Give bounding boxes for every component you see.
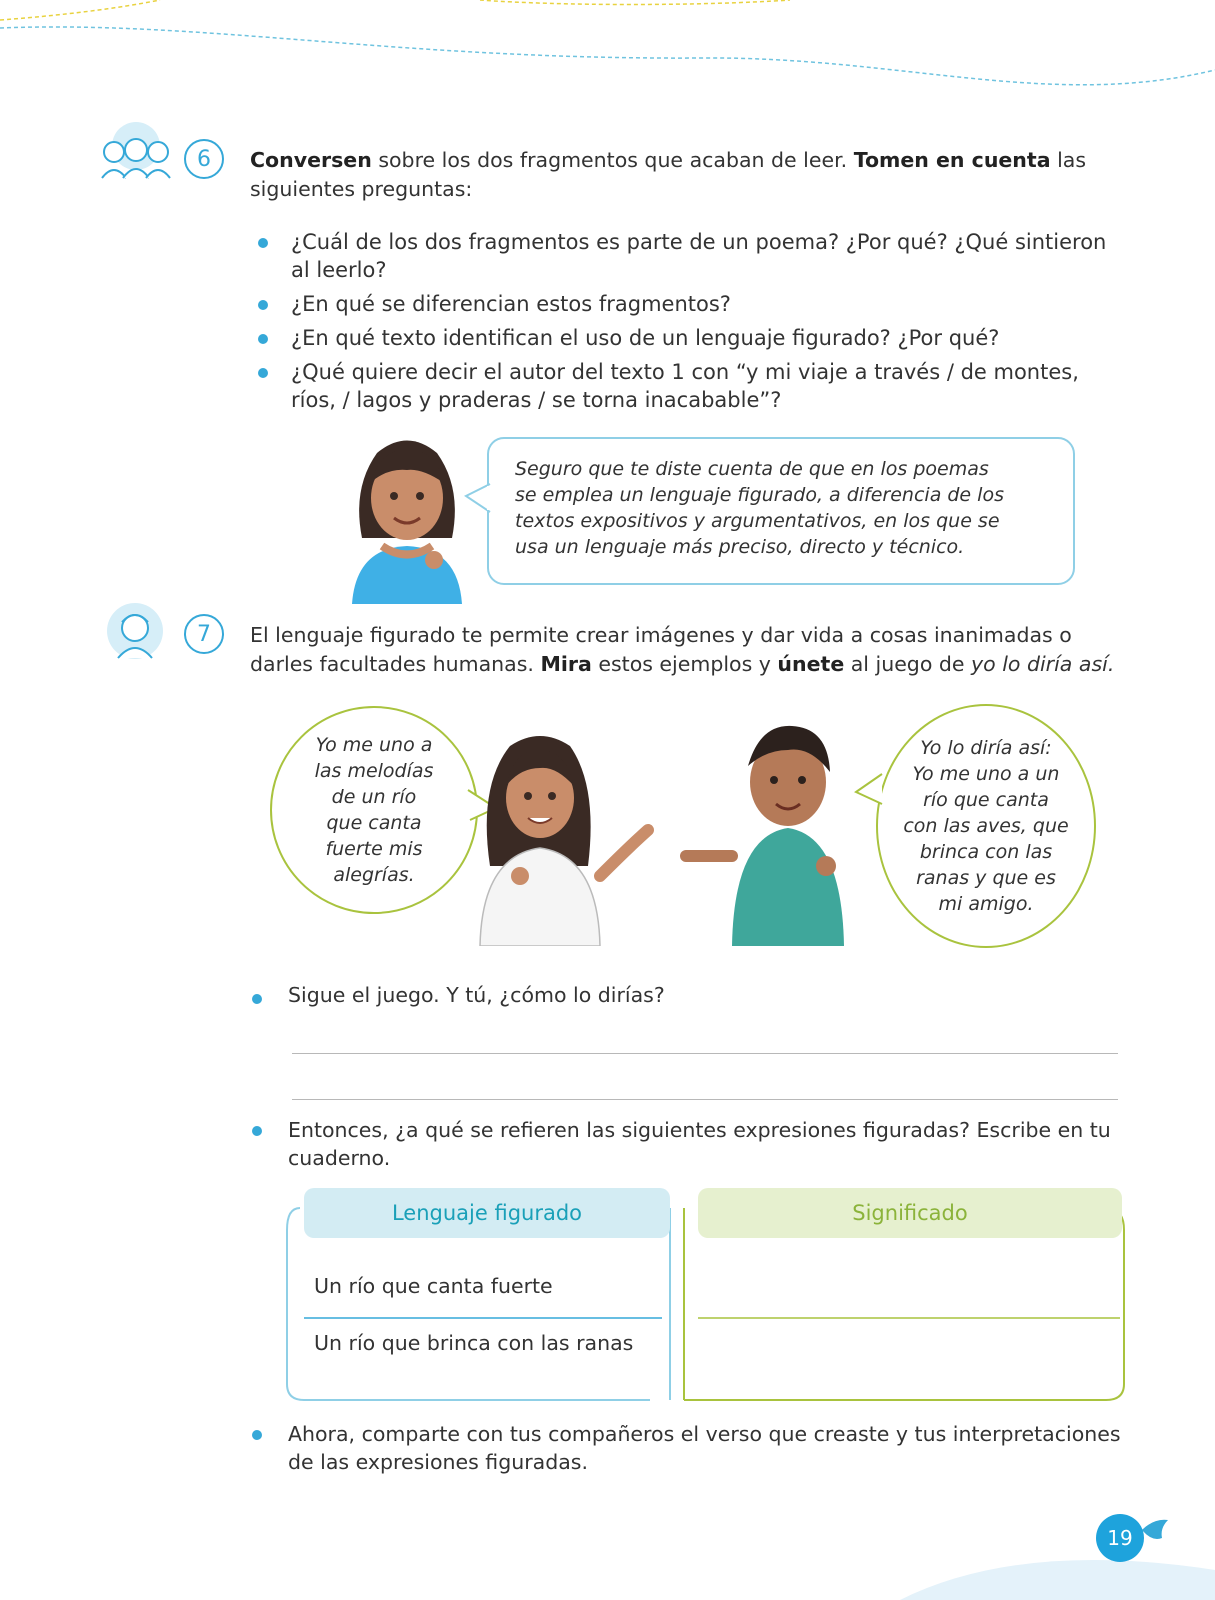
bold-conversen: Conversen [250, 148, 372, 172]
game-prompt: Sigue el juego. Y tú, ¿cómo lo dirías? [288, 983, 665, 1007]
bubble-line: ranas y que es [916, 867, 1056, 889]
page-number-badge [1096, 1514, 1144, 1562]
bubble-line: las melodías [314, 760, 434, 782]
bullet-dot [258, 238, 268, 248]
boy-illustration [680, 716, 880, 946]
intro-text: al juego de [844, 652, 972, 676]
column-header-meaning: Significado [698, 1188, 1122, 1238]
bubble-line: Yo me uno a [315, 734, 433, 756]
speech-line: textos expositivos y argumentativos, en los que se [515, 510, 1000, 532]
bubble-line: Yo me uno a un [912, 763, 1060, 785]
intro-text: darles facultades humanas. [250, 652, 541, 676]
left-speech-bubble [270, 706, 478, 914]
bullet-dot [252, 994, 262, 1004]
right-speech-bubble [876, 704, 1096, 948]
share-prompt: Ahora, comparte con tus compañeros el verso que creaste y tus interpretaciones de las expresiones figuradas. [288, 1422, 1121, 1474]
intro-text-2: las [1050, 148, 1087, 172]
bottom-wave-decoration [900, 1540, 1215, 1600]
question-text: ¿En qué texto identifican el uso de un lenguaje figurado? ¿Por qué? [291, 326, 1000, 350]
list-item [258, 324, 1118, 352]
table-cell-row-1: Un río que canta fuerte [314, 1274, 553, 1298]
answer-line-2[interactable] [292, 1099, 1118, 1100]
left-bubble-text [315, 732, 434, 888]
girl-in-white-shirt-illustration [470, 726, 660, 946]
bullet-dot [258, 300, 268, 310]
top-wave-decoration [0, 0, 1215, 110]
bubble-line: fuerte mis [325, 838, 423, 860]
activity-7-number: 7 [184, 614, 224, 654]
right-bubble-text [903, 735, 1068, 917]
page-number: 19 [1107, 1526, 1133, 1550]
question-text: ¿Qué quiere decir el autor del texto 1 con “y mi viaje a través / de montes, ríos, / lagos y praderas / se torna inacabable”? [291, 360, 1079, 412]
bullet-dot [252, 1126, 262, 1136]
intro-text-1: sobre los dos fragmentos que acaban de leer. [371, 148, 854, 172]
activity-6-questions [258, 228, 1118, 420]
bird-tail-icon [1140, 1516, 1170, 1546]
intro-line-1: El lenguaje figurado te permite crear imágenes y dar vida a cosas inanimadas o [250, 623, 1072, 647]
activity-7-intro [250, 621, 1150, 679]
bold-tomen-en-cuenta: Tomen en cuenta [853, 148, 1051, 172]
speech-line: usa un lenguaje más preciso, directo y técnico. [515, 536, 965, 558]
bubble-line: alegrías. [333, 864, 415, 886]
intro-line-2: siguientes preguntas: [250, 177, 473, 201]
bullet-dot [258, 368, 268, 378]
group-of-students-icon [96, 122, 176, 180]
speech-line: Seguro que te diste cuenta de que en los poemas [515, 458, 989, 480]
answer-line-1[interactable] [292, 1053, 1118, 1054]
bubble-line: brinca con las [919, 841, 1053, 863]
student-icon [106, 602, 164, 660]
bullet-dot [258, 334, 268, 344]
bold-unete: únete [777, 652, 845, 676]
question-text: ¿En qué se diferencian estos fragmentos? [291, 292, 731, 316]
bullet-dot [252, 1430, 262, 1440]
bubble-line: que canta [326, 812, 422, 834]
activity-6-number: 6 [184, 139, 224, 179]
intro-text: estos ejemplos y [591, 652, 778, 676]
activity-6-intro [250, 146, 1130, 204]
bubble-line: mi amigo. [938, 893, 1034, 915]
bubble-line: Yo lo diría así: [920, 737, 1052, 759]
bubble-line: con las aves, que [903, 815, 1069, 837]
column-header-figurative: Lenguaje figurado [304, 1188, 670, 1238]
question-text: ¿Cuál de los dos fragmentos es parte de un poema? ¿Por qué? ¿Qué sintieron al leerlo? [291, 230, 1107, 282]
girl-illustration [342, 428, 472, 604]
right-bubble-tail [852, 770, 888, 810]
girl-speech-text [515, 456, 1055, 560]
italic-game-name: yo lo diría así. [971, 652, 1115, 676]
then-prompt: Entonces, ¿a qué se refieren las siguientes expresiones figuradas? Escribe en tu cuaderno. [288, 1118, 1111, 1170]
bubble-line: de un río [331, 786, 417, 808]
list-item [258, 358, 1118, 414]
table-cell-row-2: Un río que brinca con las ranas [314, 1331, 634, 1355]
list-item [258, 290, 1118, 318]
bubble-line: río que canta [923, 789, 1049, 811]
list-item [258, 228, 1118, 284]
speech-line: se emplea un lenguaje figurado, a diferencia de los [515, 484, 1004, 506]
bold-mira: Mira [540, 652, 592, 676]
